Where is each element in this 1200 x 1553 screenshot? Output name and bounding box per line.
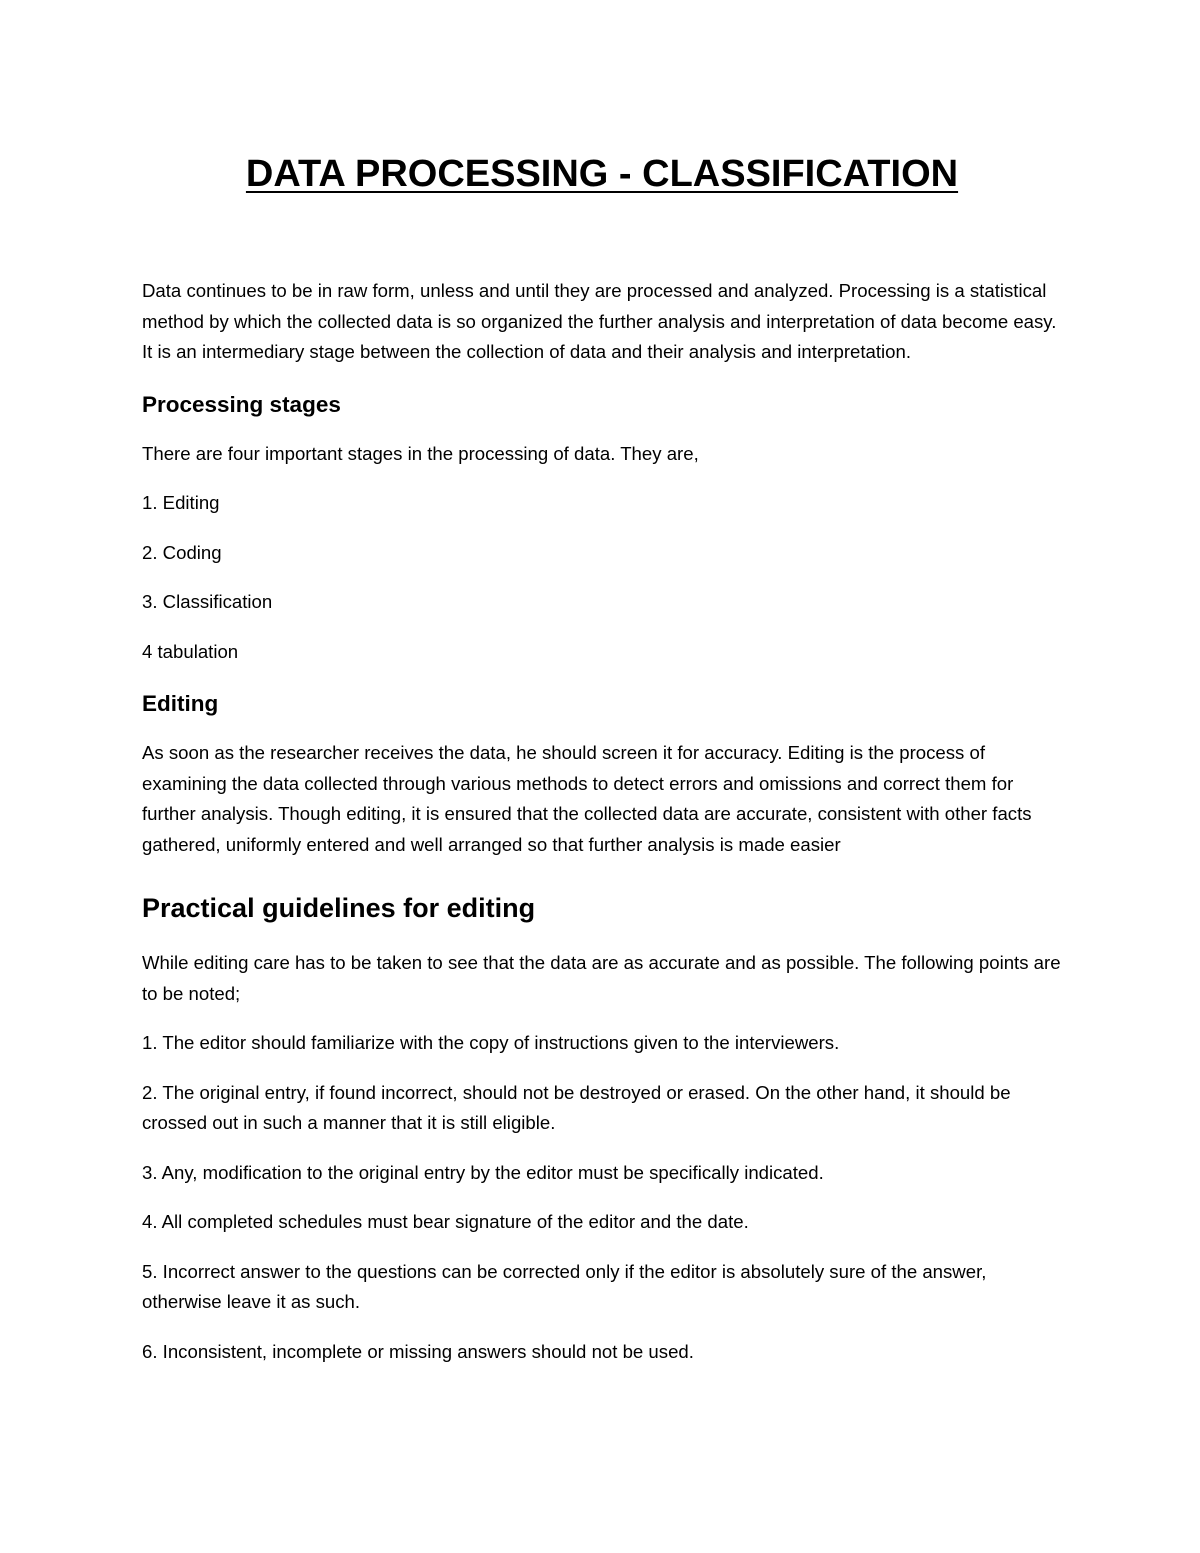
processing-stages-lead: There are four important stages in the processing of data. They are, — [142, 442, 699, 464]
editing-heading: Editing — [142, 691, 219, 716]
document-content — [142, 146, 1062, 1367]
list-item: 6. Inconsistent, incomplete or missing answers should not be used. — [142, 1340, 694, 1362]
document-title: DATA PROCESSING - CLASSIFICATION — [245, 153, 959, 195]
list-item: 1. Editing — [142, 492, 220, 513]
editing-paragraph: As soon as the researcher receives the data, he should screen it for accuracy. Editing is the process of examining the data collected through various methods to detect errors and omissions and correct them for further analysis. Though editing, it is ensured that the collected data are accurate, consistent with other facts gathered, uniformly entered and well arranged so that further analysis is made easier — [142, 742, 1032, 855]
guidelines-list — [142, 1028, 1062, 1367]
guidelines-heading: Practical guidelines for editing — [142, 893, 536, 923]
processing-stages-heading: Processing stages — [142, 391, 341, 417]
list-item: 1. The editor should familiarize with the copy of instructions given to the interviewers. — [142, 1032, 840, 1053]
list-item: 2. Coding — [142, 541, 222, 563]
processing-stages-list — [142, 488, 1062, 667]
list-item: 3. Classification — [142, 591, 273, 612]
list-item: 5. Incorrect answer to the questions can be corrected only if the editor is absolutely sure of the answer, otherwise leave it as such. — [142, 1260, 987, 1312]
list-item: 4 tabulation — [142, 640, 239, 662]
intro-paragraph: Data continues to be in raw form, unless and until they are processed and analyzed. Processing is a statistical method by which the collected data is so organized the further analysis and interpretation of data become easy. It is an intermediary stage between the collection of data and their analysis and interpretation. — [142, 280, 1057, 362]
list-item: 4. All completed schedules must bear signature of the editor and the date. — [142, 1211, 749, 1232]
list-item: 2. The original entry, if found incorrect, should not be destroyed or erased. On the other hand, it should be crossed out in such a manner that it is still eligible. — [142, 1081, 1011, 1133]
guidelines-lead: While editing care has to be taken to see that the data are as accurate and as possible. The following points are to be noted; — [142, 952, 1061, 1004]
list-item: 3. Any, modification to the original entry by the editor must be specifically indicated. — [142, 1161, 824, 1183]
